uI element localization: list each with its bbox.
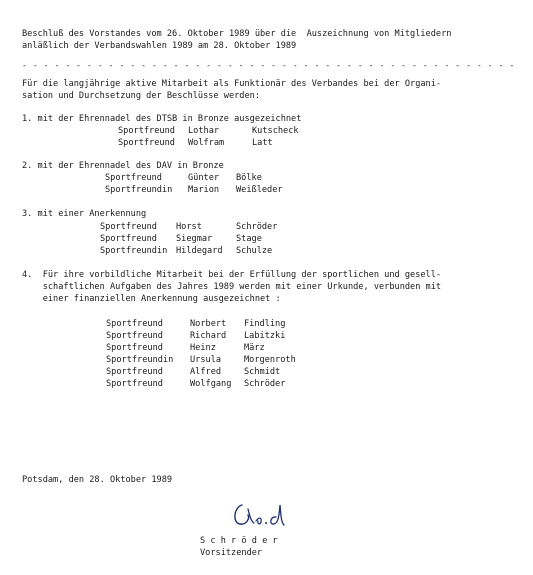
dashed-rule: - - - - - - - - - - - - - - - - - - - - - - - - - - - - - - - - - - - - - - - - - - - - - - [22, 61, 515, 70]
section-2-heading: 2. mit der Ehrennadel des DAV in Bronze [22, 161, 224, 171]
person-first-name: Horst [176, 222, 202, 232]
place-date: Potsdam, den 28. Oktober 1989 [22, 475, 173, 485]
person-title: Sportfreundin [100, 246, 168, 256]
person-last-name: Findling [244, 319, 286, 329]
section-4-heading-line-2: schaftlichen Aufgaben des Jahres 1989 werden mit einer Urkunde, verbunden mit [22, 282, 442, 292]
person-first-name: Wolfgang [190, 379, 232, 389]
person-last-name: Labitzki [244, 331, 286, 341]
person-last-name: Weißleder [236, 185, 283, 195]
handwritten-signature [226, 497, 296, 531]
person-first-name: Wolfram [188, 138, 225, 148]
person-title: Sportfreund [118, 126, 175, 136]
signatory-role: Vorsitzender [200, 548, 263, 558]
person-first-name: Richard [190, 331, 227, 341]
person-title: Sportfreundin [105, 185, 173, 195]
person-last-name: Kutscheck [252, 126, 299, 136]
person-first-name: Marion [188, 185, 220, 195]
person-first-name: Lothar [188, 126, 220, 136]
person-title: Sportfreundin [106, 355, 174, 365]
person-first-name: Siegmar [176, 234, 213, 244]
person-last-name: März [244, 343, 265, 353]
section-3-heading: 3. mit einer Anerkennung [22, 209, 147, 219]
intro-line-1: Für die langjährige aktive Mitarbeit als Funktionär des Verbandes bei der Organi- [22, 79, 442, 89]
person-first-name: Hildegard [176, 246, 223, 256]
person-last-name: Latt [252, 138, 273, 148]
person-title: Sportfreund [100, 222, 157, 232]
person-first-name: Günter [188, 173, 220, 183]
signatory-name: S c h r ö d e r [200, 536, 278, 546]
person-first-name: Heinz [190, 343, 216, 353]
person-title: Sportfreund [106, 331, 163, 341]
section-1-heading: 1. mit der Ehrennadel des DTSB in Bronze ausgezeichnet [22, 114, 302, 124]
section-4-heading-line-1: 4. Für ihre vorbildliche Mitarbeit bei der Erfüllung der sportlichen und gesell- [22, 270, 442, 280]
person-last-name: Stage [236, 234, 262, 244]
person-title: Sportfreund [106, 319, 163, 329]
person-last-name: Schröder [244, 379, 286, 389]
person-title: Sportfreund [100, 234, 157, 244]
header-line-1: Beschluß des Vorstandes vom 26. Oktober 1989 über die Auszeichnung von Mitgliedern [22, 29, 452, 39]
person-last-name: Bölke [236, 173, 262, 183]
person-last-name: Schulze [236, 246, 273, 256]
person-last-name: Schmidt [244, 367, 281, 377]
person-title: Sportfreund [106, 343, 163, 353]
person-title: Sportfreund [118, 138, 175, 148]
person-title: Sportfreund [105, 173, 162, 183]
person-first-name: Ursula [190, 355, 222, 365]
section-4-heading-line-3: einer finanziellen Anerkennung ausgezeichnet : [22, 294, 281, 304]
person-first-name: Norbert [190, 319, 227, 329]
intro-line-2: sation und Durchsetzung der Beschlüsse werden: [22, 91, 260, 101]
person-first-name: Alfred [190, 367, 222, 377]
person-last-name: Schröder [236, 222, 278, 232]
person-title: Sportfreund [106, 379, 163, 389]
signature-block [200, 497, 320, 557]
person-last-name: Morgenroth [244, 355, 296, 365]
header-line-2: anläßlich der Verbandswahlen 1989 am 28. Oktober 1989 [22, 41, 297, 51]
person-title: Sportfreund [106, 367, 163, 377]
